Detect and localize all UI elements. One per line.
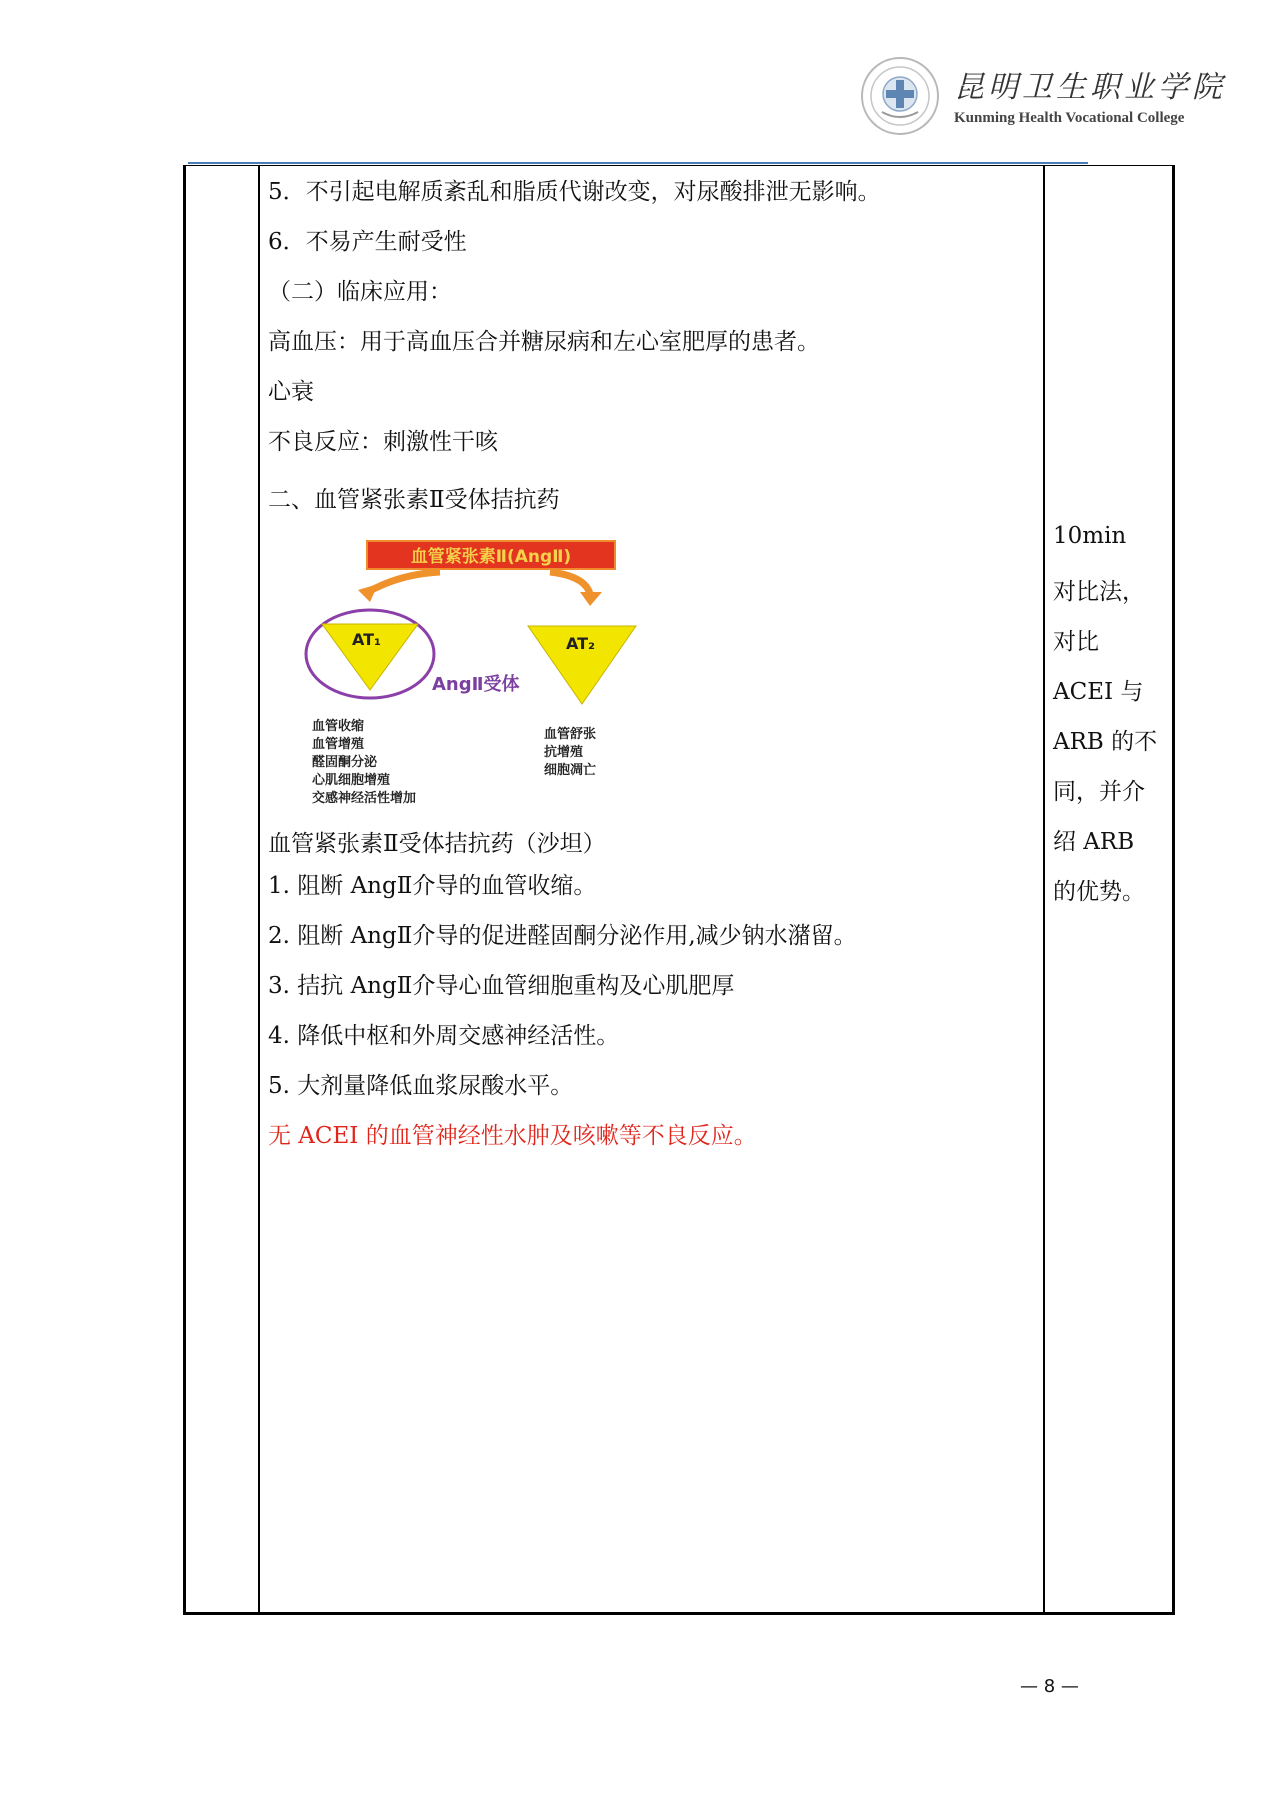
at1-effect: 血管收缩 — [312, 719, 365, 734]
at2-effects-list — [544, 726, 596, 780]
list-item: 5. 大剂量降低血浆尿酸水平。 — [268, 1073, 574, 1099]
side-note-line: ARB 的不 — [1053, 729, 1158, 755]
list-item: 3. 拮抗 AngⅡ介导心血管细胞重构及心肌肥厚 — [268, 973, 735, 999]
side-note-line: 对比 — [1053, 629, 1099, 655]
at1-label: AT₁ — [352, 630, 382, 649]
college-name-cn: 昆明卫生职业学院 — [954, 70, 1226, 105]
at1-effect: 醛固酮分泌 — [312, 755, 378, 770]
arrow-left-icon — [368, 572, 440, 592]
at2-effect: 细胞凋亡 — [544, 763, 597, 778]
list-item: 2. 阻断 AngⅡ介导的促进醛固酮分泌作用,减少钠水潴留。 — [268, 923, 857, 949]
side-note-line: 10min — [1053, 523, 1127, 549]
college-name-en: Kunming Health Vocational College — [954, 110, 1185, 126]
list-item: 4. 降低中枢和外周交感神经活性。 — [268, 1023, 620, 1049]
receptor-label: AngⅡ受体 — [432, 674, 520, 695]
diagram-banner: 血管紧张素Ⅱ(AngⅡ) — [366, 540, 616, 570]
content-line: 高血压：用于高血压合并糖尿病和左心室肥厚的患者。 — [268, 329, 820, 355]
section-heading: 二、血管紧张素Ⅱ受体拮抗药 — [268, 487, 560, 513]
content-line: 6．不易产生耐受性 — [268, 229, 467, 255]
side-note-line: 的优势。 — [1053, 879, 1145, 905]
at2-label: AT₂ — [566, 634, 596, 653]
arrow-right-icon — [550, 572, 590, 594]
content-line: 血管紧张素Ⅱ受体拮抗药（沙坦） — [268, 831, 606, 857]
list-item: 1. 阻断 AngⅡ介导的血管收缩。 — [268, 873, 597, 899]
table-column-divider-left — [258, 166, 260, 1612]
content-line: 5．不引起电解质紊乱和脂质代谢改变，对尿酸排泄无影响。 — [268, 179, 881, 205]
content-line: 心衰 — [268, 379, 314, 405]
at1-effects-list — [312, 718, 416, 808]
college-seal-icon — [860, 56, 940, 136]
at1-effect: 血管增殖 — [312, 737, 365, 752]
content-line: （二）临床应用： — [268, 279, 452, 305]
side-note-line: 绍 ARB — [1053, 829, 1135, 855]
angiotensin-receptor-diagram — [300, 540, 650, 820]
side-note-line: ACEI 与 — [1053, 679, 1144, 705]
highlight-note: 无 ACEI 的血管神经性水肿及咳嗽等不良反应。 — [268, 1123, 757, 1149]
content-line: 不良反应：刺激性干咳 — [268, 429, 498, 455]
at2-effect: 抗增殖 — [544, 745, 584, 760]
side-note-line: 同，并介 — [1053, 779, 1145, 805]
at2-effect: 血管舒张 — [544, 727, 597, 742]
at1-effect: 心肌细胞增殖 — [312, 773, 391, 788]
at1-effect: 交感神经活性增加 — [312, 791, 417, 806]
side-note-line: 对比法， — [1053, 579, 1145, 605]
header-divider — [188, 162, 1088, 164]
college-logo — [860, 56, 1230, 136]
table-column-divider-right — [1043, 166, 1045, 1612]
page-number: — 8 — — [1020, 1676, 1079, 1697]
